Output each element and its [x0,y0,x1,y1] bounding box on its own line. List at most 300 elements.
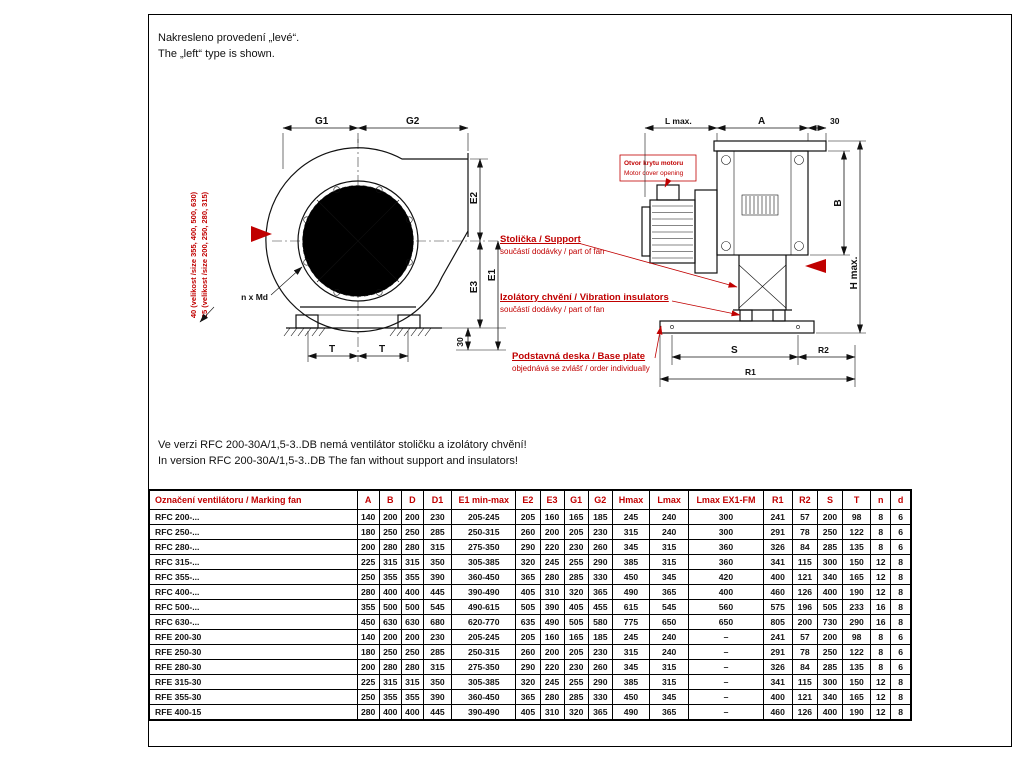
dimension-cell: 84 [792,540,817,555]
dimension-cell: 290 [516,660,540,675]
dimension-cell: 445 [423,705,451,721]
dimension-cell: 320 [564,585,588,600]
dimension-cell: 385 [612,555,649,570]
dimension-cell: 250 [357,690,379,705]
dimension-cell: 290 [516,540,540,555]
dimension-cell: 365 [516,570,540,585]
dimension-cell: 78 [792,525,817,540]
column-header: Lmax [650,490,689,510]
dimension-cell: 6 [891,510,911,525]
dimension-cell: 6 [891,525,911,540]
dimension-cell: 285 [817,660,842,675]
dimension-cell: 290 [843,615,871,630]
dimension-cell: 275-350 [452,540,516,555]
dim-label-r1: R1 [745,367,756,377]
dimension-cell: 205-245 [452,630,516,645]
dimension-cell: 180 [357,645,379,660]
dimension-cell: 630 [401,615,423,630]
dimension-cell: 400 [401,585,423,600]
dimension-cell: 115 [792,675,817,690]
dimension-cell: 315 [379,555,401,570]
dimension-cell: 57 [792,630,817,645]
table-row [149,570,911,585]
dimension-cell: 8 [891,570,911,585]
dimension-cell: 135 [843,540,871,555]
dimension-cell: 200 [401,630,423,645]
dimension-cell: 200 [401,510,423,525]
bolt-note-label: n x Md [241,292,268,302]
dimension-cell: 280 [357,705,379,721]
drawing-orientation-note [158,31,299,63]
dimension-cell: 365 [650,585,689,600]
fan-model-cell: RFC 500-... [149,600,357,615]
dimension-cell: 233 [843,600,871,615]
dimension-cell: 300 [817,675,842,690]
dimension-cell: 160 [540,630,564,645]
dimension-cell: 12 [871,585,891,600]
dimension-cell: – [689,705,763,721]
dimension-cell: 150 [843,675,871,690]
version-note-cz: Ve verzi RFC 200-30A/1,5-3..DB nemá ventilátor stoličku a izolátory chvění! [158,439,527,451]
table-row [149,555,911,570]
dimension-cell: 355 [401,690,423,705]
dimension-cell: 126 [792,585,817,600]
dimension-cell: 240 [650,630,689,645]
dimension-cell: 241 [763,630,792,645]
table-row [149,600,911,615]
dimension-cell: 121 [792,570,817,585]
dimension-cell: 8 [891,585,911,600]
dimension-cell: 400 [689,585,763,600]
column-header: A [357,490,379,510]
dimension-cell: 620-770 [452,615,516,630]
table-row [149,645,911,660]
dimension-cell: 220 [540,540,564,555]
dimension-cell: 345 [650,570,689,585]
dimension-cell: 240 [650,525,689,540]
dim-label-g2: G2 [406,116,420,127]
dimension-cell: 12 [871,705,891,721]
fan-model-cell: RFC 200-... [149,510,357,525]
dim-label-e2: E2 [469,191,480,205]
dimension-cell: 6 [891,540,911,555]
airflow-arrow-right [805,259,826,273]
dimension-cell: 315 [379,675,401,690]
dimension-cell: 545 [423,600,451,615]
dimension-cell: 310 [540,705,564,721]
fan-model-cell: RFC 315-... [149,555,357,570]
dimension-cell: 320 [516,675,540,690]
dimension-cell: 12 [871,570,891,585]
column-header: Lmax EX1-FM [689,490,763,510]
dimension-cell: 680 [423,615,451,630]
size-note-25: 25 (velikost /size 200, 250, 280, 315) [200,191,209,319]
dimension-cell: 390-490 [452,705,516,721]
table-row [149,630,911,645]
dimension-cell: 12 [871,690,891,705]
dimension-cell: 390-490 [452,585,516,600]
dimension-cell: 200 [379,630,401,645]
dimension-cell: 400 [379,585,401,600]
dimension-cell: 730 [817,615,842,630]
column-header: Hmax [612,490,649,510]
dimension-cell: 775 [612,615,649,630]
dimension-cell: 190 [843,585,871,600]
dimension-cell: 250 [401,645,423,660]
dimension-cell: 385 [612,675,649,690]
dimension-cell: 341 [763,555,792,570]
dimension-cell: 405 [516,705,540,721]
dimension-cell: 165 [564,630,588,645]
dimension-cell: 200 [357,540,379,555]
dimension-cell: 545 [650,600,689,615]
dimension-cell: 450 [612,690,649,705]
dimension-e [442,159,506,350]
dimension-cell: 245 [612,510,649,525]
dimension-cell: 200 [540,645,564,660]
table-row [149,615,911,630]
column-header: S [817,490,842,510]
dimension-cell: 260 [516,645,540,660]
dimension-cell: 140 [357,630,379,645]
dimension-cell: 290 [588,555,612,570]
dimension-cell: 250 [817,525,842,540]
cooling-grid [742,195,778,215]
column-header: Označení ventilátoru / Marking fan [149,490,357,510]
dimension-cell: 400 [763,690,792,705]
callout-support-sub: součástí dodávky / part of fan [500,247,605,256]
motor-note-line1: Otvor krytu motoru [624,160,684,167]
callout-insulator-sub: součástí dodávky / part of fan [500,305,605,314]
dimension-cell: 205-245 [452,510,516,525]
dimension-cell: 505 [516,600,540,615]
column-header: R1 [763,490,792,510]
dimension-cell: 635 [516,615,540,630]
column-header: d [891,490,911,510]
dimension-cell: 122 [843,525,871,540]
column-header: E1 min-max [452,490,516,510]
dimension-cell: 285 [423,645,451,660]
dimension-cell: 490 [612,705,649,721]
inlet-circle [298,181,418,301]
dimension-cell: 450 [357,615,379,630]
size-note-40: 40 (velikost /size 355, 400, 500, 630) [189,191,198,319]
base-plate [660,321,814,333]
dimension-cell: 345 [612,660,649,675]
fan-model-cell: RFE 355-30 [149,690,357,705]
dimension-cell: 280 [540,690,564,705]
dimension-cell: 345 [650,690,689,705]
dimension-cell: 200 [540,525,564,540]
dimension-cell: 230 [588,525,612,540]
callout-base-plate [512,351,650,373]
dimension-cell: 285 [423,525,451,540]
dimension-cell: 8 [891,600,911,615]
dimension-cell: 6 [891,645,911,660]
dimension-cell: 360 [689,540,763,555]
dimension-cell: 365 [588,585,612,600]
dimension-cell: 365 [650,705,689,721]
dimension-cell: 330 [588,690,612,705]
dimension-cell: 360 [689,555,763,570]
dimension-cell: 400 [817,585,842,600]
dimension-cell: 122 [843,645,871,660]
callout-baseplate-title: Podstavná deska / Base plate [512,351,646,362]
dimension-cell: 315 [423,660,451,675]
column-header: B [379,490,401,510]
dimension-cell: 260 [588,660,612,675]
dim-label-30-left: 30 [455,337,465,347]
dimension-cell: 84 [792,660,817,675]
dimension-cell: 500 [401,600,423,615]
table-row [149,585,911,600]
dimension-cell: 360-450 [452,570,516,585]
dimension-cell: 350 [423,675,451,690]
fan-side-view [189,116,506,362]
dimension-cell: 8 [871,525,891,540]
dimension-cell: 205 [564,525,588,540]
dimension-cell: 285 [817,540,842,555]
dimension-cell: 285 [564,570,588,585]
dimension-cell: 340 [817,570,842,585]
dim-label-30-right: 30 [830,116,840,126]
dimension-cell: 490 [540,615,564,630]
dimension-cell: 205 [516,630,540,645]
dimension-cell: 225 [357,675,379,690]
dimension-s-r1-r2 [660,335,855,387]
vibration-insulators [740,310,785,321]
dimension-cell: 580 [588,615,612,630]
dimension-cell: 8 [871,510,891,525]
dimension-cell: 315 [650,660,689,675]
dimension-cell: 230 [423,630,451,645]
fan-model-cell: RFE 315-30 [149,675,357,690]
dimension-cell: 250 [379,645,401,660]
motor-note-line2: Motor cover opening [624,170,684,177]
dimension-cell: 615 [612,600,649,615]
dimension-cell: 390 [540,600,564,615]
dimension-cell: 8 [871,645,891,660]
dimension-cell: 291 [763,525,792,540]
size-notes-rotated [189,191,214,322]
table-row [149,525,911,540]
dimension-cell: 16 [871,600,891,615]
dimension-cell: 205 [516,510,540,525]
dimension-cell: 405 [516,585,540,600]
dimension-cell: 6 [891,660,911,675]
dimension-cell: 8 [891,705,911,721]
dimension-cell: 280 [357,585,379,600]
dimension-cell: – [689,690,763,705]
dimension-cell: 205 [564,645,588,660]
fan-model-cell: RFE 400-15 [149,705,357,721]
column-header: G1 [564,490,588,510]
column-header: R2 [792,490,817,510]
dimension-cell: 150 [843,555,871,570]
dimension-cell: 355 [379,570,401,585]
table-row [149,690,911,705]
fan-model-cell: RFC 280-... [149,540,357,555]
callout-insulator-title: Izolátory chvění / Vibration insulators [500,292,669,303]
dimension-cell: – [689,630,763,645]
dimension-cell: 445 [423,585,451,600]
column-header: D1 [423,490,451,510]
motor-cover-note [620,155,696,187]
dimension-cell: 121 [792,690,817,705]
column-header: D [401,490,423,510]
fan-model-cell: RFC 355-... [149,570,357,585]
dimension-cell: 400 [817,705,842,721]
dimension-cell: 250 [401,525,423,540]
column-header: E3 [540,490,564,510]
dimension-cell: 115 [792,555,817,570]
dimension-cell: 245 [540,555,564,570]
dimension-cell: 57 [792,510,817,525]
dimension-cell: 490 [612,585,649,600]
dimension-cell: 280 [401,660,423,675]
dimension-cell: 300 [817,555,842,570]
dimension-cell: 365 [588,705,612,721]
dimension-cell: 220 [540,660,564,675]
dim-label-a: A [758,116,766,127]
dimension-cell: 230 [423,510,451,525]
dimension-cell: 78 [792,645,817,660]
table-row [149,705,911,721]
dimension-cell: 260 [516,525,540,540]
dimension-cell: 315 [650,540,689,555]
dimension-cell: 326 [763,660,792,675]
dimension-cell: 245 [612,630,649,645]
dimension-cell: 400 [763,570,792,585]
fan-model-cell: RFE 250-30 [149,645,357,660]
dimension-cell: 200 [379,510,401,525]
dimension-cell: 505 [564,615,588,630]
dimension-cell: 650 [689,615,763,630]
dimension-cell: 505 [817,600,842,615]
dimension-cell: 250 [357,570,379,585]
dim-label-t2: T [379,344,386,355]
dimension-cell: 230 [588,645,612,660]
fan-front-view [578,116,866,387]
dimension-cell: 260 [588,540,612,555]
dimension-cell: 455 [588,600,612,615]
dimension-cell: 241 [763,510,792,525]
dimension-cell: 285 [564,690,588,705]
dimension-cell: 16 [871,615,891,630]
dimension-cell: 460 [763,705,792,721]
dim-label-b: B [833,199,844,207]
dimension-cell: 560 [689,600,763,615]
dimension-cell: 320 [516,555,540,570]
dimension-cell: 450 [612,570,649,585]
column-header: E2 [516,490,540,510]
dimension-cell: 315 [650,555,689,570]
dimension-cell: 315 [423,540,451,555]
dimension-cell: 355 [357,600,379,615]
dimension-cell: 8 [891,615,911,630]
dimension-cell: 355 [401,570,423,585]
dim-label-lmax: L max. [665,116,692,126]
dimension-cell: 300 [689,510,763,525]
dimension-cell: – [689,645,763,660]
dimension-cell: 200 [792,615,817,630]
dimension-cell: 330 [588,570,612,585]
table-row [149,660,911,675]
dimension-b-hmax [810,141,866,333]
fan-dimensions-table [148,489,912,721]
dimension-cell: 280 [540,570,564,585]
dimension-cell: 400 [379,705,401,721]
dimension-cell: 315 [612,525,649,540]
dimension-cell: 185 [588,510,612,525]
dimension-cell: 355 [379,690,401,705]
dimension-cell: 326 [763,540,792,555]
callout-vibration-insulators [500,292,669,314]
dimension-cell: 140 [357,510,379,525]
dimension-cell: 190 [843,705,871,721]
dimension-cell: 805 [763,615,792,630]
dimension-cell: 630 [379,615,401,630]
dimension-cell: 300 [689,525,763,540]
dimension-cell: 305-385 [452,675,516,690]
dimension-cell: 200 [357,660,379,675]
dimension-cell: 8 [871,660,891,675]
dimension-cell: 126 [792,705,817,721]
dim-label-e3: E3 [469,280,480,294]
dim-label-hmax: H max. [849,256,860,290]
dimension-cell: 575 [763,600,792,615]
dimension-cell: 165 [843,690,871,705]
dimension-cell: 8 [871,630,891,645]
dimension-cell: 245 [540,675,564,690]
dimension-cell: 165 [564,510,588,525]
column-header: n [871,490,891,510]
note-line-cz: Nakresleno provedení „levé“. [158,32,300,44]
dimension-cell: 8 [891,675,911,690]
dimension-cell: 400 [401,705,423,721]
callout-support [500,234,605,256]
dimension-cell: 230 [564,540,588,555]
dimension-cell: 291 [763,645,792,660]
dimension-cell: 341 [763,675,792,690]
dimension-cell: 240 [650,645,689,660]
dimension-cell: 405 [564,600,588,615]
dim-label-e1: E1 [487,268,498,282]
dimension-cell: 460 [763,585,792,600]
dimension-cell: 350 [423,555,451,570]
dimension-cell: 8 [891,690,911,705]
fan-model-cell: RFC 630-... [149,615,357,630]
dimension-cell: 230 [564,660,588,675]
dimension-cell: 6 [891,630,911,645]
dimension-cell: 310 [540,585,564,600]
dimension-cell: 200 [817,630,842,645]
airflow-arrow-left [251,226,272,242]
column-header: T [843,490,871,510]
dimension-cell: 250-315 [452,645,516,660]
dimension-cell: – [689,675,763,690]
dimension-cell: 160 [540,510,564,525]
dimension-cell: 250-315 [452,525,516,540]
dim-label-g1: G1 [315,116,329,127]
fan-model-cell: RFC 400-... [149,585,357,600]
dim-label-s: S [731,345,738,356]
column-header: G2 [588,490,612,510]
dimension-cell: 280 [379,660,401,675]
dimension-cell: 275-350 [452,660,516,675]
dimension-cell: 290 [588,675,612,690]
dimension-cell: 225 [357,555,379,570]
